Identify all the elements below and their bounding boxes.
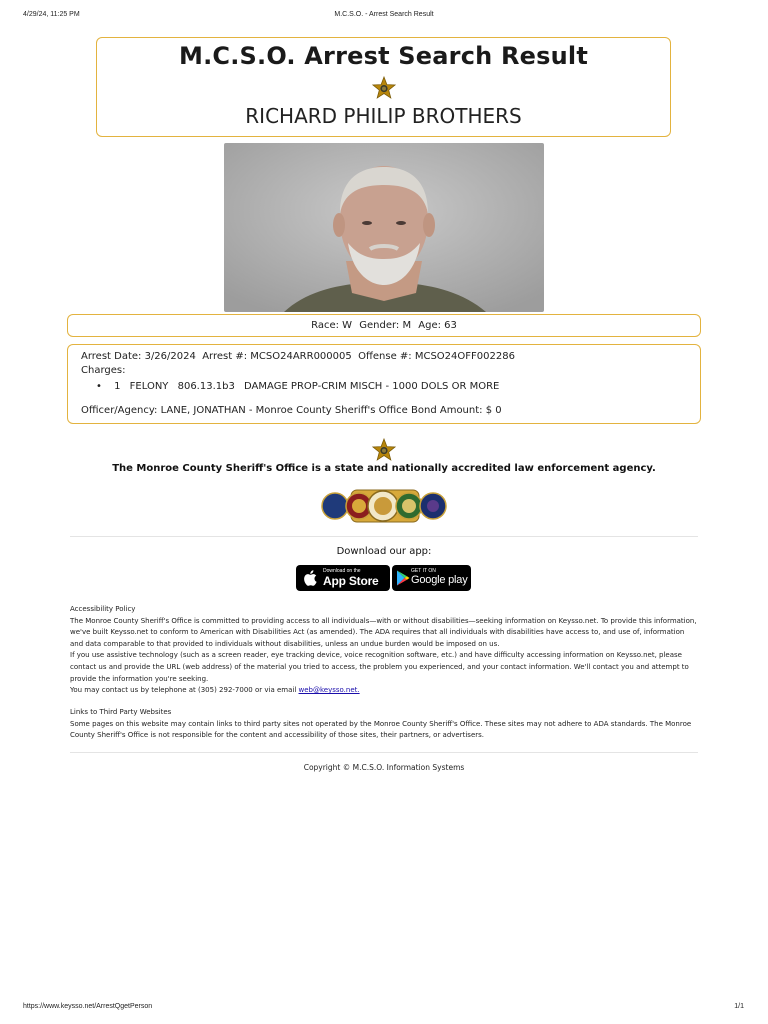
charge-item — [96, 380, 687, 394]
officer-row — [81, 404, 687, 418]
accessibility-policy — [70, 604, 698, 697]
divider — [70, 752, 698, 753]
arrest-info-row — [81, 350, 687, 364]
title-card — [96, 37, 671, 137]
app-store-small-label: Download on the — [323, 568, 361, 574]
print-page-title: M.C.S.O. - Arrest Search Result — [334, 11, 434, 18]
google-play-small-label: GET IT ON — [411, 568, 436, 574]
age-value: Age: 63 — [418, 320, 457, 331]
bond-amount: Bond Amount: $ 0 — [411, 405, 502, 416]
contact-text: You may contact us by telephone at (305) 292-7000 or via email — [70, 686, 299, 695]
charge-list — [96, 380, 687, 394]
accreditation-badges-image — [321, 486, 447, 526]
app-store-label: App Store — [323, 574, 379, 588]
demographics-card — [67, 314, 701, 337]
person-name: RICHARD PHILIP BROTHERS — [245, 104, 522, 128]
accessibility-policy-paragraph-2: If you use assistive technology (such as a screen reader, eye tracking device, voice recognition software, etc.) and have difficulty accessing information on Keysso.net, please contact us and provide the URL (web address) of the material you tried to access, the problem you experienced, and your contact information. We'll contact you and attempt to provide the information you're seeking. — [70, 651, 689, 683]
charge-description: DAMAGE PROP-CRIM MISCH - 1000 DOLS OR MORE — [244, 381, 500, 392]
accessibility-policy-title: Accessibility Policy — [70, 605, 136, 613]
print-url: https://www.keysso.net/ArrestQgetPerson — [23, 1003, 153, 1010]
arrest-date: Arrest Date: 3/26/2024 — [81, 351, 196, 362]
download-app-label: Download our app: — [336, 546, 432, 557]
print-page-number: 1/1 — [734, 1003, 744, 1010]
sheriff-star-icon — [372, 76, 396, 100]
charge-level: FELONY — [129, 381, 169, 392]
offense-number: Offense #: MCSO24OFF002286 — [358, 351, 515, 362]
accreditation-statement: The Monroe County Sheriff's Office is a state and nationally accredited law enforcement agency. — [112, 463, 656, 474]
print-header — [0, 11, 768, 23]
charges-label: Charges: — [81, 365, 126, 376]
email-link[interactable]: web@keysso.net. — [298, 686, 360, 695]
third-party-links-section — [70, 707, 698, 742]
accessibility-policy-paragraph-1: The Monroe County Sheriff's Office is committed to providing access to all individuals—with or without disabilities—seeking information on Keysso.net. To provide this information, we've built Keysso.net to conform to American with Disabilities Act (as amended). The ADA requires that all individuals with disabilities have access to, and use of, information and data comparable to that provided to individuals without disabilities, unless an undue burden would be imposed on us. — [70, 616, 697, 648]
arrest-details-card — [67, 344, 701, 424]
page-title: M.C.S.O. Arrest Search Result — [178, 42, 588, 70]
gender-value: Gender: M — [359, 320, 412, 331]
third-party-title: Links to Third Party Websites — [70, 708, 172, 716]
copyright: Copyright © M.C.S.O. Information Systems — [303, 763, 465, 772]
mugshot-photo — [224, 143, 544, 312]
sheriff-star-icon — [372, 438, 396, 462]
race-value: Race: W — [311, 320, 353, 331]
accessibility-contact-line — [70, 685, 698, 697]
arrest-number: Arrest #: MCSO24ARR000005 — [202, 351, 352, 362]
third-party-text: Some pages on this website may contain links to third party sites not operated by the Monroe County Sheriff's Office. These sites may not adhere to ADA standards. The Monroe County Sheriff's Office is not responsible for the content and accessibility of those sites, their partners, or advertisers. — [70, 719, 692, 740]
google-play-icon — [396, 570, 410, 586]
divider — [70, 536, 698, 537]
officer-agency: Officer/Agency: LANE, JONATHAN - Monroe County Sheriff's Office — [81, 405, 408, 416]
apple-icon — [303, 569, 319, 587]
print-date: 4/29/24, 11:25 PM — [23, 11, 80, 18]
app-store-button[interactable] — [296, 565, 390, 591]
google-play-button[interactable] — [392, 565, 471, 591]
google-play-label: Google play — [411, 574, 468, 586]
charge-statute: 806.13.1b3 — [177, 381, 235, 392]
charge-count: 1 — [114, 381, 121, 392]
